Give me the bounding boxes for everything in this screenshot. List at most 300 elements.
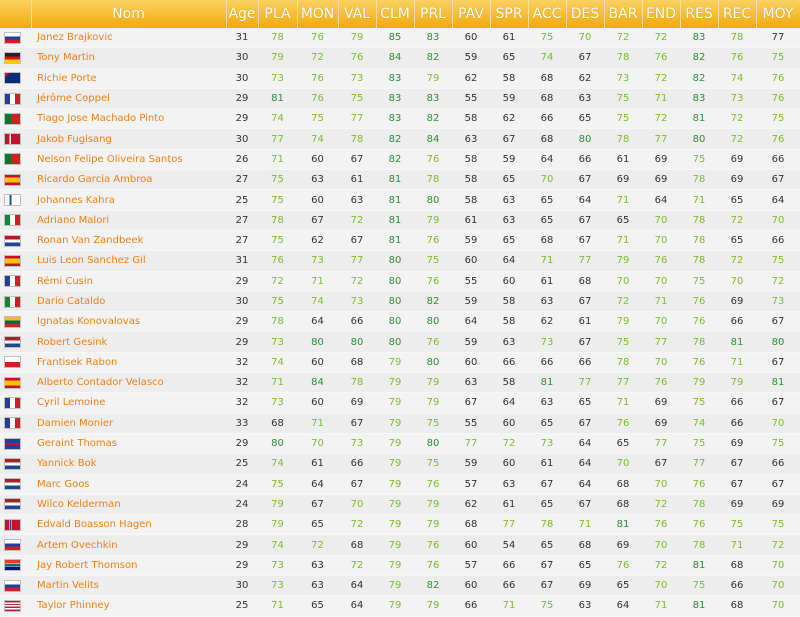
stat-pla: 73 xyxy=(258,555,297,575)
stat-moy: 75 xyxy=(756,515,800,535)
flag-es-icon xyxy=(4,174,21,186)
flag-us-icon xyxy=(4,600,21,612)
stat-res: 74 xyxy=(680,413,718,433)
stat-moy: 80 xyxy=(756,332,800,352)
rider-name-link[interactable]: Artem Ovechkin xyxy=(31,535,226,555)
table-row[interactable] xyxy=(0,555,800,575)
age-cell: 31 xyxy=(226,28,258,48)
stat-bar: 71 xyxy=(604,190,642,210)
stat-res: 78 xyxy=(680,535,718,555)
stat-clm: 80 xyxy=(376,312,414,332)
stat-acc: 65 xyxy=(528,413,566,433)
stat-rec: 65 xyxy=(718,190,756,210)
stat-moy: 76 xyxy=(756,88,800,108)
stat-rec: 69 xyxy=(718,291,756,311)
stat-end: 72 xyxy=(642,28,680,48)
rider-name-link[interactable]: Jérôme Coppel xyxy=(31,88,226,108)
table-row[interactable] xyxy=(0,494,800,514)
stat-rec: 69 xyxy=(718,494,756,514)
flag-nl-icon xyxy=(4,478,21,490)
stat-res: 78 xyxy=(680,332,718,352)
stat-pla: 77 xyxy=(258,129,297,149)
column-header-moy[interactable]: MOY xyxy=(756,0,800,28)
stat-des: 65 xyxy=(566,555,604,575)
stat-prl: 76 xyxy=(414,271,452,291)
table-row[interactable] xyxy=(0,332,800,352)
table-row[interactable] xyxy=(0,251,800,271)
stat-val: 73 xyxy=(338,68,376,88)
stat-res: 77 xyxy=(680,454,718,474)
stat-pla: 75 xyxy=(258,230,297,250)
stat-des: 67 xyxy=(566,494,604,514)
rider-name-link[interactable]: Nelson Felipe Oliveira Santos xyxy=(31,149,226,169)
column-header-bar[interactable]: BAR xyxy=(604,0,642,28)
rider-name-link[interactable]: Wilco Kelderman xyxy=(31,494,226,514)
table-row[interactable] xyxy=(0,413,800,433)
table-row[interactable] xyxy=(0,474,800,494)
stat-end: 72 xyxy=(642,555,680,575)
stat-res: 81 xyxy=(680,596,718,616)
stat-rec: 66 xyxy=(718,312,756,332)
stat-prl: 83 xyxy=(414,88,452,108)
rider-name-link[interactable]: Tony Martin xyxy=(31,48,226,68)
column-header-val[interactable]: VAL xyxy=(338,0,376,28)
stat-spr: 64 xyxy=(490,251,528,271)
table-row[interactable] xyxy=(0,48,800,68)
column-header-res[interactable]: RES xyxy=(680,0,718,28)
table-row[interactable] xyxy=(0,28,800,48)
stat-mon: 80 xyxy=(297,332,338,352)
table-row[interactable] xyxy=(0,291,800,311)
rider-name-link[interactable]: Adriano Malori xyxy=(31,210,226,230)
flag-es-icon xyxy=(4,377,21,389)
stat-bar: 75 xyxy=(604,109,642,129)
stat-rec: 71 xyxy=(718,535,756,555)
rider-name-link[interactable]: Ignatas Konovalovas xyxy=(31,312,226,332)
stat-pla: 73 xyxy=(258,68,297,88)
stat-acc: 61 xyxy=(528,454,566,474)
stat-end: 70 xyxy=(642,576,680,596)
age-cell: 32 xyxy=(226,373,258,393)
stat-spr: 58 xyxy=(490,312,528,332)
stat-spr: 61 xyxy=(490,28,528,48)
stat-end: 71 xyxy=(642,88,680,108)
stat-des: 68 xyxy=(566,535,604,555)
stat-prl: 82 xyxy=(414,291,452,311)
column-header-nom[interactable]: Nom xyxy=(31,0,226,28)
flag-dk-icon xyxy=(4,133,21,145)
stat-pav: 77 xyxy=(452,433,490,453)
stat-spr: 66 xyxy=(490,576,528,596)
table-row[interactable] xyxy=(0,129,800,149)
stat-clm: 80 xyxy=(376,271,414,291)
stat-bar: 78 xyxy=(604,129,642,149)
stat-clm: 80 xyxy=(376,332,414,352)
stat-prl: 79 xyxy=(414,515,452,535)
stat-pla: 73 xyxy=(258,393,297,413)
stat-clm: 85 xyxy=(376,28,414,48)
stat-end: 70 xyxy=(642,535,680,555)
stat-des: 77 xyxy=(566,251,604,271)
stat-moy: 67 xyxy=(756,393,800,413)
column-header-pav[interactable]: PAV xyxy=(452,0,490,28)
stat-rec: 72 xyxy=(718,251,756,271)
table-row[interactable] xyxy=(0,271,800,291)
stat-pav: 62 xyxy=(452,494,490,514)
stat-moy: 67 xyxy=(756,170,800,190)
stat-val: 66 xyxy=(338,454,376,474)
stat-spr: 60 xyxy=(490,271,528,291)
table-row[interactable] xyxy=(0,433,800,453)
stat-des: 67 xyxy=(566,210,604,230)
stat-pav: 62 xyxy=(452,68,490,88)
table-row[interactable] xyxy=(0,535,800,555)
stat-pla: 71 xyxy=(258,149,297,169)
stat-moy: 75 xyxy=(756,433,800,453)
table-row[interactable] xyxy=(0,454,800,474)
stat-pav: 61 xyxy=(452,210,490,230)
rider-name-link[interactable]: Damien Monier xyxy=(31,413,226,433)
stat-bar: 79 xyxy=(604,312,642,332)
stat-res: 76 xyxy=(680,312,718,332)
stat-bar: 70 xyxy=(604,271,642,291)
stat-val: 64 xyxy=(338,576,376,596)
table-row[interactable] xyxy=(0,170,800,190)
stat-clm: 81 xyxy=(376,190,414,210)
rider-name-link[interactable]: Tiago Jose Machado Pinto xyxy=(31,109,226,129)
stat-prl: 79 xyxy=(414,210,452,230)
stat-des: 64 xyxy=(566,190,604,210)
age-cell: 31 xyxy=(226,251,258,271)
flag-cz-icon xyxy=(4,356,21,368)
stat-moy: 75 xyxy=(756,251,800,271)
rider-name-link[interactable]: Luis Leon Sanchez Gil xyxy=(31,251,226,271)
column-header-rec[interactable]: REC xyxy=(718,0,756,28)
stat-acc: 62 xyxy=(528,312,566,332)
stat-acc: 70 xyxy=(528,170,566,190)
stat-bar: 75 xyxy=(604,88,642,108)
table-row[interactable] xyxy=(0,596,800,616)
stat-moy: 73 xyxy=(756,291,800,311)
stat-des: 65 xyxy=(566,393,604,413)
stat-acc: 71 xyxy=(528,251,566,271)
stat-clm: 81 xyxy=(376,210,414,230)
stat-res: 78 xyxy=(680,170,718,190)
stat-end: 67 xyxy=(642,454,680,474)
stat-acc: 65 xyxy=(528,494,566,514)
flag-no-icon xyxy=(4,519,21,531)
stat-mon: 72 xyxy=(297,48,338,68)
stat-spr: 63 xyxy=(490,190,528,210)
flag-cell xyxy=(0,535,31,555)
stat-val: 68 xyxy=(338,535,376,555)
stat-mon: 76 xyxy=(297,28,338,48)
stat-spr: 62 xyxy=(490,109,528,129)
stat-des: 67 xyxy=(566,332,604,352)
stat-moy: 72 xyxy=(756,271,800,291)
rider-name-link[interactable]: Jakob Fuglsang xyxy=(31,129,226,149)
age-cell: 29 xyxy=(226,312,258,332)
age-cell: 29 xyxy=(226,109,258,129)
stat-pla: 73 xyxy=(258,576,297,596)
table-row[interactable] xyxy=(0,352,800,372)
stat-prl: 75 xyxy=(414,251,452,271)
stat-prl: 75 xyxy=(414,413,452,433)
stat-val: 63 xyxy=(338,190,376,210)
flag-cell xyxy=(0,28,31,48)
stat-pla: 73 xyxy=(258,332,297,352)
stat-rec: 81 xyxy=(718,332,756,352)
stat-pav: 59 xyxy=(452,291,490,311)
flag-nl-icon xyxy=(4,498,21,510)
rider-name-link[interactable]: Alberto Contador Velasco xyxy=(31,373,226,393)
stat-val: 67 xyxy=(338,474,376,494)
stat-acc: 67 xyxy=(528,474,566,494)
stat-val: 72 xyxy=(338,271,376,291)
rider-name-link[interactable]: Richie Porte xyxy=(31,68,226,88)
stat-spr: 63 xyxy=(490,332,528,352)
flag-cell xyxy=(0,190,31,210)
table-row[interactable] xyxy=(0,393,800,413)
stat-pla: 75 xyxy=(258,190,297,210)
stat-rec: 69 xyxy=(718,170,756,190)
stat-mon: 71 xyxy=(297,413,338,433)
stat-end: 70 xyxy=(642,271,680,291)
stat-end: 76 xyxy=(642,373,680,393)
flag-cell xyxy=(0,494,31,514)
stat-acc: 81 xyxy=(528,373,566,393)
column-header-prl[interactable]: PRL xyxy=(414,0,452,28)
flag-cell xyxy=(0,332,31,352)
column-header-clm[interactable]: CLM xyxy=(376,0,414,28)
stat-acc: 66 xyxy=(528,352,566,372)
stat-prl: 76 xyxy=(414,474,452,494)
table-row[interactable] xyxy=(0,68,800,88)
stat-bar: 65 xyxy=(604,576,642,596)
flag-cell xyxy=(0,48,31,68)
stat-bar: 76 xyxy=(604,413,642,433)
stat-des: 62 xyxy=(566,68,604,88)
stat-mon: 63 xyxy=(297,555,338,575)
stat-moy: 75 xyxy=(756,109,800,129)
table-header xyxy=(0,0,800,28)
column-header-mon[interactable]: MON xyxy=(297,0,338,28)
stat-mon: 65 xyxy=(297,596,338,616)
stat-des: 63 xyxy=(566,596,604,616)
stat-val: 73 xyxy=(338,433,376,453)
stat-acc: 65 xyxy=(528,190,566,210)
age-cell: 30 xyxy=(226,48,258,68)
stat-acc: 73 xyxy=(528,332,566,352)
stat-rec: 75 xyxy=(718,515,756,535)
stat-des: 69 xyxy=(566,576,604,596)
stat-bar: 65 xyxy=(604,433,642,453)
flag-fr-icon xyxy=(4,417,21,429)
stat-val: 73 xyxy=(338,291,376,311)
stat-clm: 79 xyxy=(376,352,414,372)
stat-val: 78 xyxy=(338,129,376,149)
column-header-pla[interactable]: PLA xyxy=(258,0,297,28)
stat-pla: 76 xyxy=(258,251,297,271)
stat-res: 75 xyxy=(680,271,718,291)
stat-clm: 83 xyxy=(376,109,414,129)
stat-spr: 66 xyxy=(490,352,528,372)
stat-prl: 80 xyxy=(414,312,452,332)
stat-pav: 66 xyxy=(452,596,490,616)
rider-name-link[interactable]: Robert Gesink xyxy=(31,332,226,352)
stat-prl: 80 xyxy=(414,190,452,210)
stat-pla: 75 xyxy=(258,474,297,494)
stat-clm: 79 xyxy=(376,413,414,433)
stat-mon: 76 xyxy=(297,88,338,108)
stat-clm: 82 xyxy=(376,129,414,149)
rider-name-link[interactable]: Rémi Cusin xyxy=(31,271,226,291)
stat-clm: 79 xyxy=(376,433,414,453)
stat-des: 64 xyxy=(566,474,604,494)
stat-res: 81 xyxy=(680,555,718,575)
rider-name-link[interactable]: Frantisek Rabon xyxy=(31,352,226,372)
stat-pla: 78 xyxy=(258,28,297,48)
stat-prl: 79 xyxy=(414,494,452,514)
stat-mon: 70 xyxy=(297,433,338,453)
rider-name-link[interactable]: Marc Goos xyxy=(31,474,226,494)
stat-des: 63 xyxy=(566,88,604,108)
stat-end: 72 xyxy=(642,494,680,514)
stat-spr: 63 xyxy=(490,474,528,494)
stat-rec: 79 xyxy=(718,373,756,393)
stat-clm: 79 xyxy=(376,494,414,514)
stat-rec: 67 xyxy=(718,474,756,494)
table-row[interactable] xyxy=(0,88,800,108)
stat-bar: 73 xyxy=(604,68,642,88)
stat-bar: 69 xyxy=(604,170,642,190)
stat-bar: 78 xyxy=(604,48,642,68)
rider-name-link[interactable]: Ronan Van Zandbeek xyxy=(31,230,226,250)
stat-clm: 81 xyxy=(376,170,414,190)
column-header-age[interactable]: Age xyxy=(226,0,258,28)
stat-end: 76 xyxy=(642,515,680,535)
stat-acc: 73 xyxy=(528,433,566,453)
stat-des: 66 xyxy=(566,149,604,169)
stat-spr: 58 xyxy=(490,373,528,393)
stat-pla: 80 xyxy=(258,433,297,453)
stat-pav: 68 xyxy=(452,515,490,535)
stat-rec: 69 xyxy=(718,149,756,169)
stat-pav: 60 xyxy=(452,576,490,596)
stat-mon: 67 xyxy=(297,494,338,514)
rider-name-link[interactable]: Taylor Phinney xyxy=(31,596,226,616)
rider-name-link[interactable]: Janez Brajkovic xyxy=(31,28,226,48)
stat-prl: 79 xyxy=(414,373,452,393)
stat-res: 83 xyxy=(680,28,718,48)
stat-rec: 78 xyxy=(718,28,756,48)
stat-des: 66 xyxy=(566,352,604,372)
header-row xyxy=(0,0,800,28)
stat-end: 76 xyxy=(642,251,680,271)
stat-rec: 69 xyxy=(718,433,756,453)
flag-cell xyxy=(0,109,31,129)
stat-pav: 59 xyxy=(452,332,490,352)
stat-end: 69 xyxy=(642,413,680,433)
table-row[interactable] xyxy=(0,312,800,332)
stat-acc: 65 xyxy=(528,535,566,555)
rider-name-link[interactable]: Martin Velits xyxy=(31,576,226,596)
stat-pav: 59 xyxy=(452,454,490,474)
stat-mon: 63 xyxy=(297,576,338,596)
column-header-des[interactable]: DES xyxy=(566,0,604,28)
table-row[interactable] xyxy=(0,515,800,535)
table-row[interactable] xyxy=(0,149,800,169)
stat-val: 64 xyxy=(338,596,376,616)
table-row[interactable] xyxy=(0,210,800,230)
stat-val: 67 xyxy=(338,413,376,433)
stat-rec: 74 xyxy=(718,68,756,88)
rider-name-link[interactable]: Jay Robert Thomson xyxy=(31,555,226,575)
stat-pav: 55 xyxy=(452,271,490,291)
stat-pav: 63 xyxy=(452,129,490,149)
stat-mon: 76 xyxy=(297,68,338,88)
rider-name-link[interactable]: Ricardo Garcia Ambroa xyxy=(31,170,226,190)
stat-end: 70 xyxy=(642,474,680,494)
column-header-acc[interactable]: ACC xyxy=(528,0,566,28)
age-cell: 25 xyxy=(226,596,258,616)
rider-name-link[interactable]: Geraint Thomas xyxy=(31,433,226,453)
stat-spr: 65 xyxy=(490,230,528,250)
flag-cell xyxy=(0,515,31,535)
stat-pla: 81 xyxy=(258,88,297,108)
rider-name-link[interactable]: Dario Cataldo xyxy=(31,291,226,311)
stat-spr: 59 xyxy=(490,149,528,169)
column-header-end[interactable]: END xyxy=(642,0,680,28)
table-row[interactable] xyxy=(0,576,800,596)
stat-rec: 71 xyxy=(718,352,756,372)
flag-nl-icon xyxy=(4,336,21,348)
stat-clm: 83 xyxy=(376,88,414,108)
stat-prl: 76 xyxy=(414,230,452,250)
rider-name-link[interactable]: Johannes Kahra xyxy=(31,190,226,210)
age-cell: 25 xyxy=(226,190,258,210)
stat-mon: 64 xyxy=(297,474,338,494)
stat-bar: 61 xyxy=(604,149,642,169)
rider-name-link[interactable]: Yannick Bok xyxy=(31,454,226,474)
table-row[interactable] xyxy=(0,230,800,250)
table-row[interactable] xyxy=(0,373,800,393)
flag-pt-icon xyxy=(4,153,21,165)
stat-prl: 82 xyxy=(414,109,452,129)
column-header-spr[interactable]: SPR xyxy=(490,0,528,28)
stat-pav: 59 xyxy=(452,230,490,250)
stat-pav: 58 xyxy=(452,170,490,190)
table-row[interactable] xyxy=(0,190,800,210)
rider-name-link[interactable]: Cyril Lemoine xyxy=(31,393,226,413)
stat-clm: 79 xyxy=(376,373,414,393)
rider-name-link[interactable]: Edvald Boasson Hagen xyxy=(31,515,226,535)
stat-clm: 79 xyxy=(376,454,414,474)
stat-end: 70 xyxy=(642,312,680,332)
stat-des: 68 xyxy=(566,271,604,291)
stat-bar: 76 xyxy=(604,555,642,575)
stat-val: 61 xyxy=(338,170,376,190)
stat-res: 76 xyxy=(680,291,718,311)
stat-spr: 58 xyxy=(490,291,528,311)
age-cell: 29 xyxy=(226,332,258,352)
stat-res: 81 xyxy=(680,109,718,129)
column-header-flag xyxy=(0,0,31,28)
flag-cell xyxy=(0,393,31,413)
flag-si-icon xyxy=(4,32,21,44)
stat-des: 67 xyxy=(566,170,604,190)
table-row[interactable] xyxy=(0,109,800,129)
